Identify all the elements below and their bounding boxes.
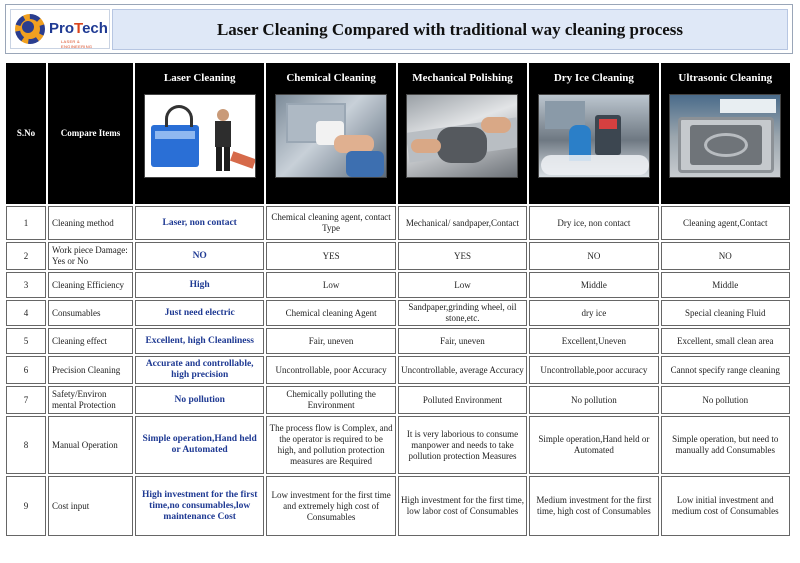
laser-value: High (135, 272, 264, 298)
ultrasonic-value: Middle (661, 272, 790, 298)
compare-item: Cost input (48, 476, 133, 536)
method-header-ultrasonic (661, 63, 790, 204)
mechanical-value: High investment for the first time, low labor cost of Consumables (398, 476, 527, 536)
dry-ice-value: NO (529, 242, 658, 270)
row-number: 2 (6, 242, 46, 270)
chemical-value: The process flow is Complex, and the operator is required to be high, and pollution protection measures are Required (266, 416, 395, 474)
mechanical-polishing-photo (406, 94, 518, 178)
title-bar (112, 9, 788, 50)
table-row (6, 476, 790, 536)
mechanical-value: Uncontrollable, average Accuracy (398, 356, 527, 384)
table-row (6, 416, 790, 474)
gear-hub (22, 21, 34, 33)
dry-ice-value: No pollution (529, 386, 658, 414)
dry-ice-value: Simple operation,Hand held or Automated (529, 416, 658, 474)
row-number: 7 (6, 386, 46, 414)
laser-value: Just need electric (135, 300, 264, 326)
chemical-value: Uncontrollable, poor Accuracy (266, 356, 395, 384)
table-row (6, 386, 790, 414)
laser-value: Simple operation,Hand held or Automated (135, 416, 264, 474)
row-number: 4 (6, 300, 46, 326)
compare-item: Consumables (48, 300, 133, 326)
laser-value: NO (135, 242, 264, 270)
row-number: 1 (6, 206, 46, 240)
logo-brand-text: ProTech (49, 20, 108, 37)
table-row (6, 272, 790, 298)
mechanical-value: It is very laborious to consume manpower and needs to take pollution protection Measures (398, 416, 527, 474)
method-header-dry-ice (529, 63, 658, 204)
page-title: Laser Cleaning Compared with traditional way cleaning process (216, 19, 684, 39)
chemical-value: Low (266, 272, 395, 298)
table-row (6, 242, 790, 270)
chemical-value: YES (266, 242, 395, 270)
compare-items-header: Compare Items (48, 63, 133, 204)
ultrasonic-value: Special cleaning Fluid (661, 300, 790, 326)
dry-ice-value: Middle (529, 272, 658, 298)
logo-tagline: LASER & ENGINEERING (61, 39, 93, 49)
compare-item: Cleaning Efficiency (48, 272, 133, 298)
mechanical-value: Sandpaper,grinding wheel, oil stone,etc. (398, 300, 527, 326)
compare-item: Precision Cleaning (48, 356, 133, 384)
method-name: Mechanical Polishing (412, 72, 513, 84)
chemical-value: Chemically polluting the Environment (266, 386, 395, 414)
compare-item: Cleaning method (48, 206, 133, 240)
chemical-cleaning-photo (275, 94, 387, 178)
chemical-value: Chemical cleaning agent, contact Type (266, 206, 395, 240)
compare-item: Work piece Damage: Yes or No (48, 242, 133, 270)
row-number: 9 (6, 476, 46, 536)
method-name: Laser Cleaning (163, 72, 236, 84)
mechanical-value: Polluted Environment (398, 386, 527, 414)
method-header-laser (135, 63, 264, 204)
ultrasonic-value: Excellent, small clean area (661, 328, 790, 354)
laser-value: High investment for the first time,no consumables,low maintenance Cost (135, 476, 264, 536)
table-row (6, 356, 790, 384)
laser-cleaning-machine-photo (144, 94, 256, 178)
mechanical-value: Low (398, 272, 527, 298)
laser-value: Excellent, high Cleanliness (135, 328, 264, 354)
ultrasonic-value: No pollution (661, 386, 790, 414)
row-number: 6 (6, 356, 46, 384)
laser-value: Laser, non contact (135, 206, 264, 240)
table-header-row (6, 63, 790, 204)
dry-ice-cleaning-photo (538, 94, 650, 178)
method-name: Dry Ice Cleaning (553, 72, 634, 84)
mechanical-value: Fair, uneven (398, 328, 527, 354)
chemical-value: Low investment for the first time and extremely high cost of Consumables (266, 476, 395, 536)
method-header-mechanical (398, 63, 527, 204)
ultrasonic-value: Simple operation, but need to manually add Consumables (661, 416, 790, 474)
table-row (6, 300, 790, 326)
row-number: 8 (6, 416, 46, 474)
ultrasonic-value: Cleaning agent,Contact (661, 206, 790, 240)
comparison-table-wrap (4, 61, 792, 559)
laser-value: Accurate and controllable, high precision (135, 356, 264, 384)
ultrasonic-value: Cannot specify range cleaning (661, 356, 790, 384)
row-number: 3 (6, 272, 46, 298)
page-header (5, 4, 793, 54)
dry-ice-value: Medium investment for the first time, high cost of Consumables (529, 476, 658, 536)
ultrasonic-value: Low initial investment and medium cost of Consumables (661, 476, 790, 536)
method-name: Ultrasonic Cleaning (678, 72, 773, 84)
method-name: Chemical Cleaning (286, 72, 376, 84)
row-number: 5 (6, 328, 46, 354)
mechanical-value: Mechanical/ sandpaper,Contact (398, 206, 527, 240)
table-row (6, 206, 790, 240)
protech-logo (10, 9, 110, 49)
laser-value: No pollution (135, 386, 264, 414)
sno-header: S.No (6, 63, 46, 204)
dry-ice-value: Excellent,Uneven (529, 328, 658, 354)
method-header-chemical (266, 63, 395, 204)
table-row (6, 328, 790, 354)
mechanical-value: YES (398, 242, 527, 270)
dry-ice-value: Uncontrollable,poor accuracy (529, 356, 658, 384)
compare-item: Manual Operation (48, 416, 133, 474)
compare-item: Safety/Environ mental Protection (48, 386, 133, 414)
ultrasonic-cleaning-photo (669, 94, 781, 178)
ultrasonic-value: NO (661, 242, 790, 270)
compare-item: Cleaning effect (48, 328, 133, 354)
chemical-value: Chemical cleaning Agent (266, 300, 395, 326)
dry-ice-value: Dry ice, non contact (529, 206, 658, 240)
dry-ice-value: dry ice (529, 300, 658, 326)
chemical-value: Fair, uneven (266, 328, 395, 354)
comparison-table (4, 61, 792, 538)
